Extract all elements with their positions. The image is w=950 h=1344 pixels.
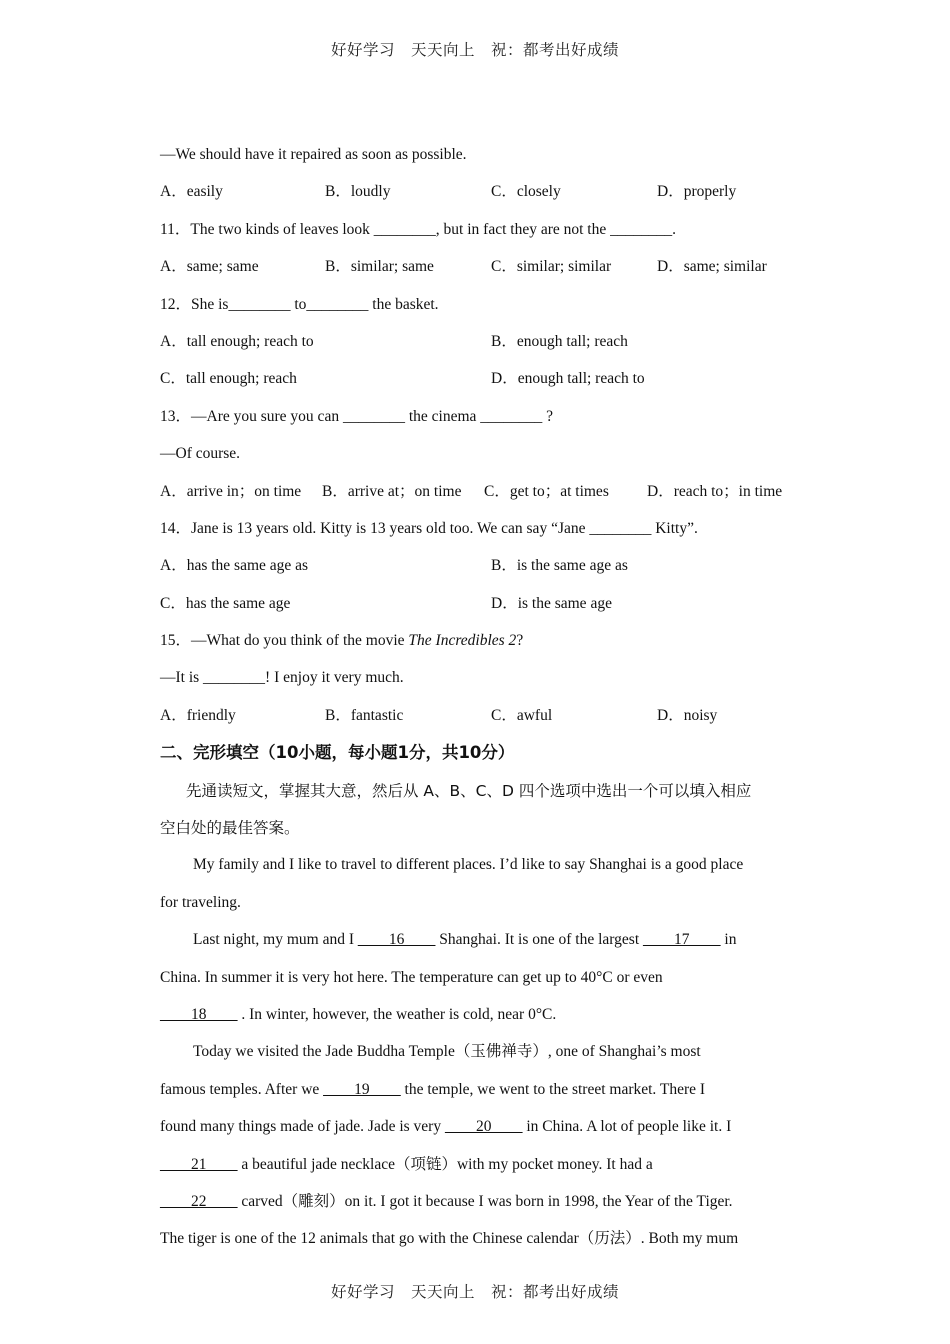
passage-p3-line3 [160, 1113, 800, 1150]
passage-text: Shanghai. It is one of the largest [435, 931, 644, 949]
section-2-instruction-line2: 空白处的最佳答案。 [160, 819, 300, 838]
q13-option-a[interactable]: A．arrive in；on time [160, 482, 302, 500]
section-2-title: 二、完形填空（10小题，每小题1分，共10分） [160, 743, 515, 763]
page-footer: 好好学习 天天向上 祝：都考出好成绩 [330, 1283, 619, 1301]
passage-text: the temple, we went to the street market. There I [400, 1080, 706, 1098]
q12-option-d[interactable]: D．enough tall; reach to [491, 370, 645, 388]
q15-movie-title: The Incredibles 2 [408, 632, 517, 650]
q13-option-c[interactable]: C．get to；at times [484, 482, 609, 500]
q10-option-b[interactable]: B．loudly [325, 183, 391, 201]
q14-stem: 14．Jane is 13 years old. Kitty is 13 years old too. We can say “Jane ________ Kitty”. [160, 519, 698, 537]
passage-p3-line4 [160, 1151, 800, 1188]
q15-option-d[interactable]: D．noisy [657, 706, 718, 724]
document-body [160, 141, 800, 1263]
q14-option-a[interactable]: A．has the same age as [160, 557, 309, 575]
q11-option-b[interactable]: B．similar; same [325, 258, 434, 276]
q10-reply: —We should have it repaired as soon as possible. [160, 146, 467, 163]
blank-22[interactable]: ____22____ [160, 1192, 238, 1210]
q13-option-d[interactable]: D．reach to；in time [647, 482, 783, 500]
blank-18[interactable]: ____18____ [160, 1005, 238, 1023]
q14-option-b[interactable]: B．is the same age as [491, 557, 628, 575]
q11-options [160, 253, 800, 290]
q12-options-row2 [160, 365, 800, 402]
q10-option-c[interactable]: C．closely [491, 183, 561, 201]
passage-text: . In winter, however, the weather is cold, near 0°C. [237, 1005, 557, 1023]
q14-option-c[interactable]: C．has the same age [160, 594, 291, 612]
blank-16[interactable]: ____16____ [357, 931, 436, 949]
passage-text: in China. A lot of people like it. I [522, 1118, 732, 1136]
passage-text: carved（雕刻）on it. I got it because I was born in 1998, the Year of the Tiger. [237, 1192, 733, 1210]
q14-options-row2 [160, 590, 800, 627]
q12-stem: 12．She is________ to________ the basket. [160, 295, 439, 313]
q15-stem [160, 627, 800, 664]
q13-reply: —Of course. [160, 445, 241, 463]
q10-options [160, 178, 800, 215]
passage-text: famous temples. After we [160, 1080, 324, 1098]
passage-p2-line3 [160, 1001, 800, 1038]
q12-options-row1 [160, 328, 800, 365]
q10-option-a[interactable]: A．easily [160, 183, 223, 201]
q12-option-b[interactable]: B．enough tall; reach [491, 332, 628, 350]
passage-text: in [720, 931, 737, 949]
blank-21[interactable]: ____21____ [160, 1155, 238, 1173]
q15-options [160, 702, 800, 739]
passage-p1-line2: for traveling. [160, 893, 241, 911]
q15-stem-post: ? [516, 632, 524, 650]
q12-option-c[interactable]: C．tall enough; reach [160, 370, 297, 388]
passage-text: a beautiful jade necklace（项链）with my pocket money. It had a [237, 1155, 653, 1173]
q11-option-d[interactable]: D．same; similar [657, 258, 767, 276]
q10-option-d[interactable]: D．properly [657, 183, 737, 201]
blank-20[interactable]: ____20____ [444, 1118, 523, 1136]
q11-option-a[interactable]: A．same; same [160, 258, 259, 276]
passage-text: Last night, my mum and I [193, 931, 358, 949]
passage-p3-line5 [160, 1188, 800, 1225]
passage-text: found many things made of jade. Jade is very [160, 1118, 445, 1136]
passage-p1-line1: My family and I like to travel to different places. I’d like to say Shanghai is a good place [193, 856, 744, 874]
q15-reply: —It is ________! I enjoy it very much. [160, 669, 404, 687]
q14-option-d[interactable]: D．is the same age [491, 594, 612, 612]
q13-option-b[interactable]: B．arrive at；on time [322, 482, 462, 500]
q14-options-row1 [160, 552, 800, 589]
q12-option-a[interactable]: A．tall enough; reach to [160, 332, 314, 350]
passage-p3-line1: Today we visited the Jade Buddha Temple（玉佛禅寺）, one of Shanghai’s most [193, 1043, 701, 1061]
passage-p3-line6: The tiger is one of the 12 animals that go with the Chinese calendar（历法）. Both my mum [160, 1230, 739, 1248]
q13-stem: 13．—Are you sure you can ________ the cinema ________ ? [160, 407, 554, 425]
q13-options [160, 478, 800, 515]
passage-p2-line1 [160, 926, 800, 963]
section-2-instruction-line1: 先通读短文，掌握其大意，然后从 A、B、C、D 四个选项中选出一个可以填入相应 [186, 781, 752, 800]
blank-17[interactable]: ____17____ [643, 931, 721, 949]
q11-stem: 11．The two kinds of leaves look ________, but in fact they are not the ________. [160, 220, 676, 238]
page-header: 好好学习 天天向上 祝：都考出好成绩 [330, 41, 619, 59]
passage-p3-line2 [160, 1076, 800, 1113]
q15-option-b[interactable]: B．fantastic [325, 706, 404, 724]
blank-19[interactable]: ____19____ [323, 1080, 401, 1098]
q11-option-c[interactable]: C．similar; similar [491, 258, 612, 276]
q15-stem-pre: 15．—What do you think of the movie [160, 632, 409, 650]
q15-option-c[interactable]: C．awful [491, 706, 553, 724]
passage-p2-line2: China. In summer it is very hot here. The temperature can get up to 40°C or even [160, 968, 663, 986]
q15-option-a[interactable]: A．friendly [160, 706, 236, 724]
